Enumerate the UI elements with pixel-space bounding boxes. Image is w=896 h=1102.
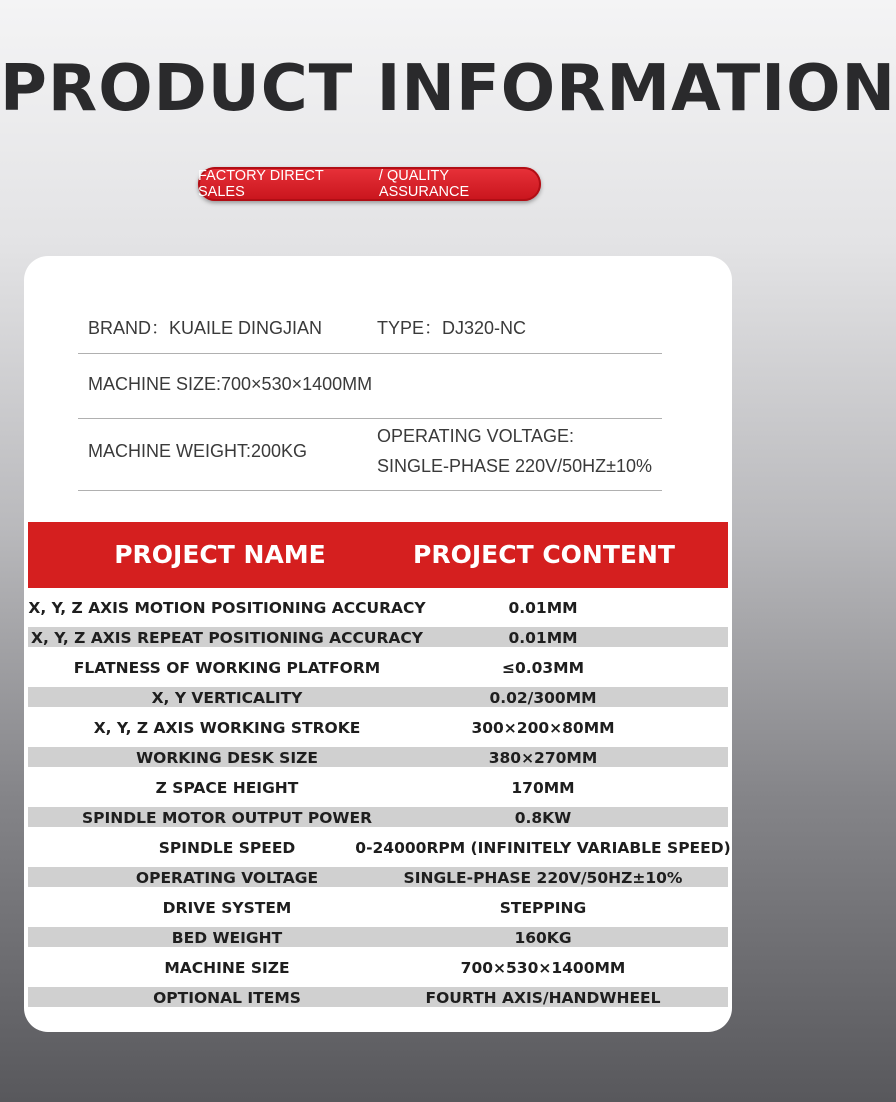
- table-row: [28, 624, 728, 654]
- row-project-name: OPTIONAL ITEMS: [153, 989, 301, 1007]
- voltage-value: SINGLE-PHASE 220V/50HZ±10%: [377, 456, 653, 476]
- table-row: [28, 954, 728, 984]
- row-project-name: X, Y, Z AXIS WORKING STROKE: [93, 719, 361, 737]
- row-project-name: SPINDLE MOTOR OUTPUT POWER: [81, 809, 373, 827]
- row-project-name: FLATNESS OF WORKING PLATFORM: [73, 659, 381, 677]
- row-project-content: 700×530×1400MM: [460, 959, 626, 977]
- table-row: [28, 594, 728, 624]
- row-project-content: 0-24000RPM (INFINITELY VARIABLE SPEED): [355, 839, 731, 857]
- row-project-content: 0.01MM: [508, 599, 578, 617]
- row-project-name: SPINDLE SPEED: [158, 839, 296, 857]
- tagline-right: / QUALITY ASSURANCE: [378, 168, 470, 200]
- row-project-content: ≤0.03MM: [501, 659, 585, 677]
- table-row: [28, 804, 728, 834]
- spec-table-body: [28, 594, 731, 1014]
- tagline-left: FACTORY DIRECT SALES: [198, 168, 324, 200]
- row-project-name: X, Y, Z AXIS MOTION POSITIONING ACCURACY: [28, 599, 426, 617]
- row-project-name: BED WEIGHT: [171, 929, 283, 947]
- row-project-name: X, Y VERTICALITY: [151, 689, 303, 707]
- row-project-content: SINGLE-PHASE 220V/50HZ±10%: [403, 869, 683, 887]
- row-project-content: STEPPING: [499, 899, 587, 917]
- voltage-label: OPERATING VOLTAGE:: [377, 426, 575, 446]
- table-row: [28, 744, 728, 774]
- table-row: [28, 864, 728, 894]
- row-project-name: OPERATING VOLTAGE: [135, 869, 319, 887]
- row-project-content: 380×270MM: [488, 749, 598, 767]
- machine-weight-text: MACHINE WEIGHT:200KG: [88, 441, 308, 461]
- row-project-content: FOURTH AXIS/HANDWHEEL: [425, 989, 661, 1007]
- row-project-content: 0.01MM: [508, 629, 578, 647]
- header-project-name: PROJECT NAME: [114, 540, 326, 569]
- row-project-name: MACHINE SIZE: [164, 959, 290, 977]
- header-project-content: PROJECT CONTENT: [413, 540, 675, 569]
- type-text: TYPE：DJ320-NC: [377, 318, 527, 338]
- row-project-content: 0.8KW: [514, 809, 572, 827]
- table-row: [28, 774, 728, 804]
- row-project-name: WORKING DESK SIZE: [136, 749, 318, 767]
- row-project-content: 160KG: [514, 929, 572, 947]
- row-project-content: 300×200×80MM: [471, 719, 615, 737]
- table-row: [28, 654, 728, 684]
- product-info-card: [24, 256, 732, 1032]
- table-row: [28, 984, 728, 1014]
- table-header: [28, 522, 728, 588]
- machine-size-text: MACHINE SIZE:700×530×1400MM: [88, 374, 373, 394]
- row-project-content: 170MM: [511, 779, 575, 797]
- row-project-name: Z SPACE HEIGHT: [155, 779, 299, 797]
- row-project-name: DRIVE SYSTEM: [162, 899, 292, 917]
- row-project-content: 0.02/300MM: [489, 689, 597, 707]
- brand-text: BRAND：KUAILE DINGJIAN: [88, 318, 323, 338]
- table-row: [28, 684, 728, 714]
- spec-row-weight-voltage: [78, 419, 662, 491]
- page-title: PRODUCT INFORMATION: [0, 52, 896, 126]
- table-row: [28, 894, 728, 924]
- table-row: [28, 714, 728, 744]
- row-project-name: X, Y, Z AXIS REPEAT POSITIONING ACCURACY: [31, 629, 423, 647]
- table-row: [28, 924, 728, 954]
- table-row: [28, 834, 731, 864]
- spec-row-brand-type: [78, 296, 662, 354]
- tagline-badge: [198, 167, 541, 201]
- spec-row-size: [78, 354, 662, 419]
